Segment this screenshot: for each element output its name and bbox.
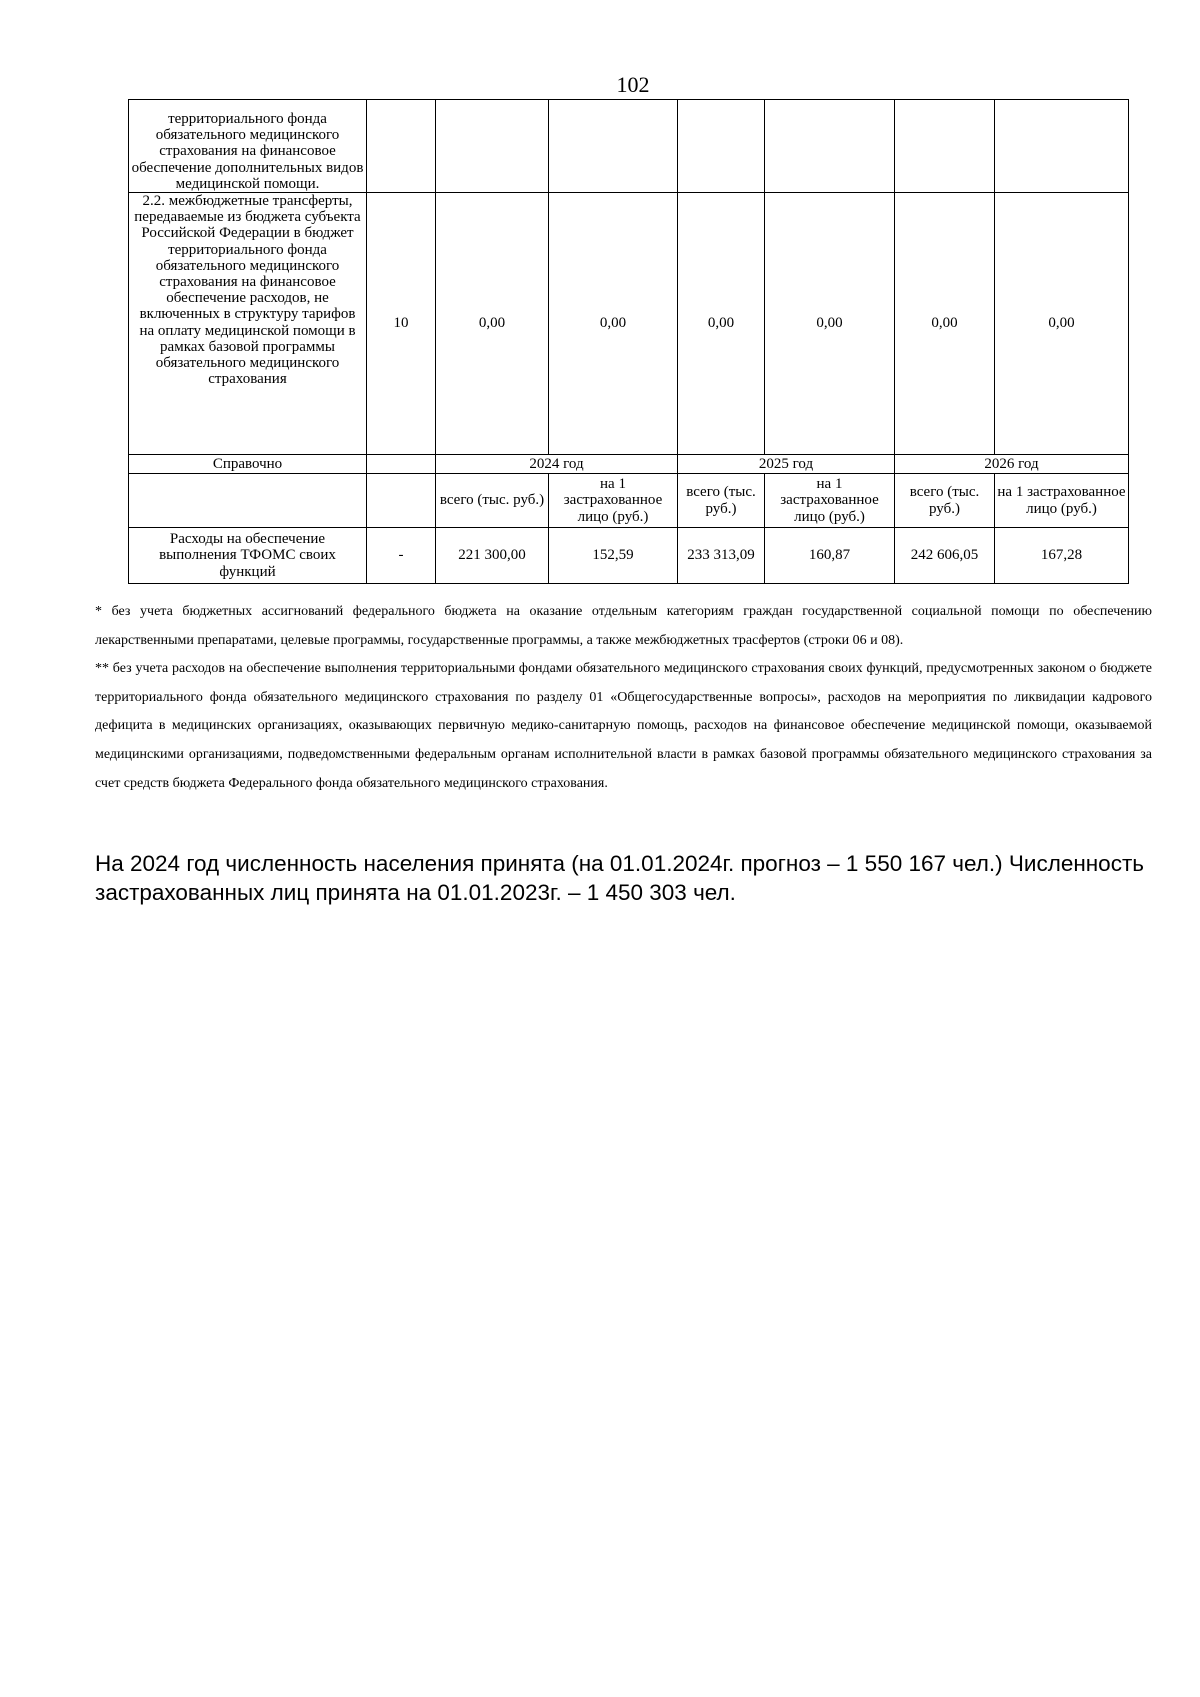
year-header-2025: 2025 год — [678, 455, 895, 474]
footnote-1: * без учета бюджетных ассигнований федерального бюджета на оказание отдельным категориям граждан государственной социальной помощи по обеспечению лекарственными препаратами, целевые программы, государственные программы, а также межбюджетных трасфертов (строки 06 и 08). — [95, 604, 1152, 648]
subheader-per-insured: на 1 застрахованное лицо (руб.) — [765, 474, 895, 528]
value-cell: 0,00 — [765, 193, 895, 455]
subheader-per-insured: на 1 застрахованное лицо (руб.) — [549, 474, 678, 528]
value-cell: 167,28 — [995, 528, 1129, 584]
population-paragraph: На 2024 год численность населения принята (на 01.01.2024г. прогноз – 1 550 167 чел.) Численность застрахованных лиц принята на 01.01.2023г. – 1 450 303 чел. — [95, 851, 1144, 905]
year-header-2026: 2026 год — [895, 455, 1129, 474]
value-cell: 0,00 — [895, 193, 995, 455]
value-cell: 152,59 — [549, 528, 678, 584]
table-row-2-2 — [129, 193, 1129, 455]
table-row-subheaders — [129, 474, 1129, 528]
subheader-total: всего (тыс. руб.) — [678, 474, 765, 528]
table-row-continued — [129, 100, 1129, 193]
value-cell: 0,00 — [995, 193, 1129, 455]
value-cell: 0,00 — [678, 193, 765, 455]
table-row-reference-header — [129, 455, 1129, 474]
row-label-tfoms: Расходы на обеспечение выполнения ТФОМС своих функций — [129, 528, 367, 584]
table-row-tfoms — [129, 528, 1129, 584]
subheader-total: всего (тыс. руб.) — [895, 474, 995, 528]
reference-label: Справочно — [129, 455, 367, 474]
footnote-2: ** без учета расходов на обеспечение выполнения территориальными фондами обязательного медицинского страхования своих функций, предусмотренных законом о бюджете территориального фонда обязательного медицинского страхования по разделу 01 «Общегосударственные вопросы», расходов на мероприятия по ликвидации кадрового дефицита в медицинских организациях, оказывающих первичную медико-санитарную помощь, расходов на финансовое обеспечение медицинской помощи, оказываемой медицинскими организациями, подведомственными федеральным органам исполнительной власти в рамках базовой программы обязательного медицинского страхования за счет средств бюджета Федерального фонда обязательного медицинского страхования. — [95, 661, 1152, 791]
page-number: 102 — [616, 72, 650, 97]
value-cell: 233 313,09 — [678, 528, 765, 584]
row-label-2-2: 2.2. межбюджетные трансферты, передаваемые из бюджета субъекта Российской Федерации в бюджет территориального фонда обязательного медицинского страхования на финансовое обеспечение расходов, не включенных в структуру тарифов на оплату медицинской помощи в рамках базовой программы обязательного медицинского страхования — [129, 193, 367, 455]
subheader-total: всего (тыс. руб.) — [436, 474, 549, 528]
value-cell: 0,00 — [549, 193, 678, 455]
row-code: 10 — [367, 193, 436, 455]
subheader-per-insured: на 1 застрахованное лицо (руб.) — [995, 474, 1129, 528]
value-cell: 0,00 — [436, 193, 549, 455]
row-label-continued: территориального фонда обязательного медицинского страхования на финансовое обеспечение дополнительных видов медицинской помощи. — [129, 100, 367, 193]
row-code: - — [367, 528, 436, 584]
value-cell: 160,87 — [765, 528, 895, 584]
value-cell: 242 606,05 — [895, 528, 995, 584]
year-header-2024: 2024 год — [436, 455, 678, 474]
value-cell: 221 300,00 — [436, 528, 549, 584]
footnotes — [95, 598, 1152, 798]
financing-table — [128, 99, 1129, 584]
